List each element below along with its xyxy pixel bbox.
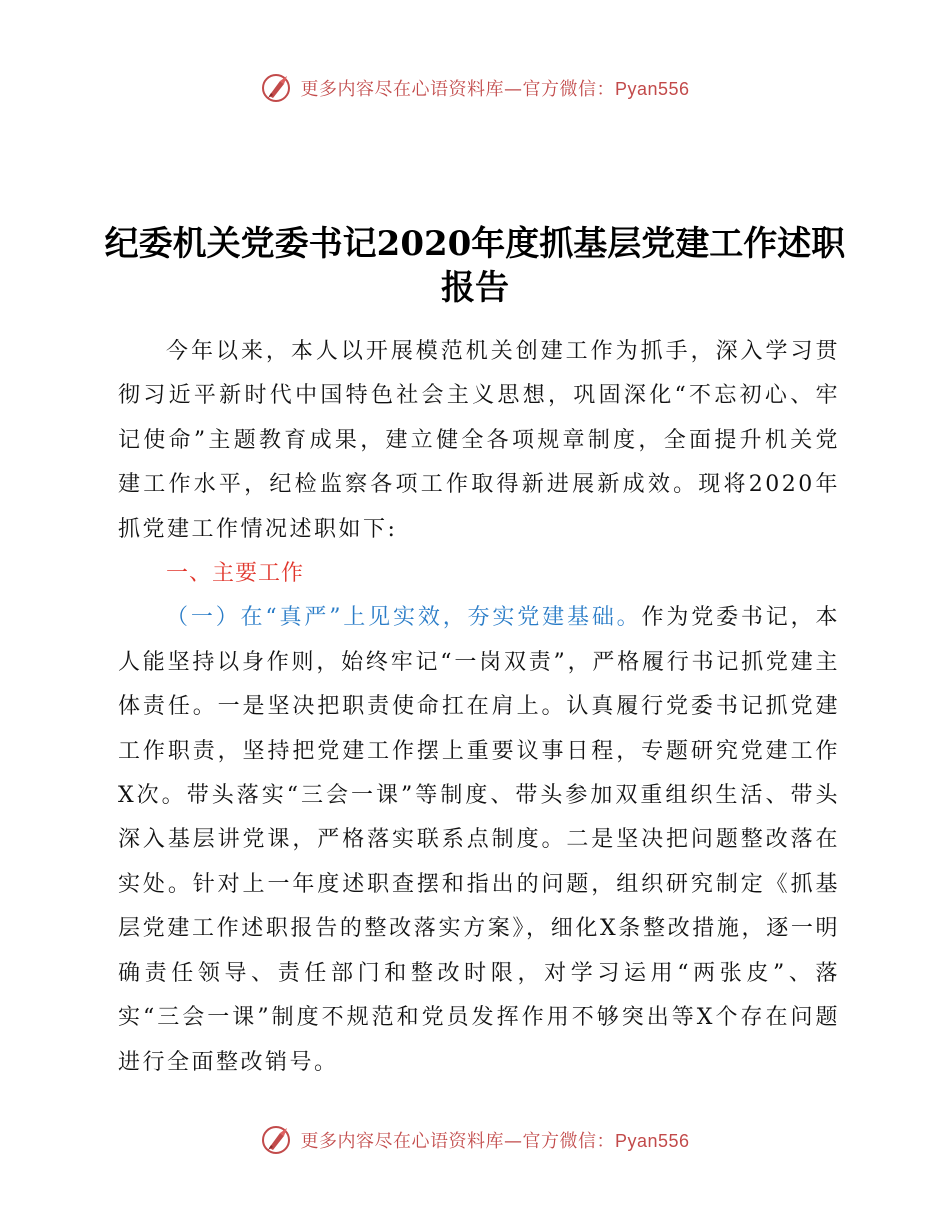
watermark-text-cn: 更多内容尽在心语资料库—官方微信： [300, 79, 615, 100]
document-body [118, 330, 840, 1085]
section-heading-main-work: 一、主要工作 [166, 561, 305, 587]
watermark-header [0, 68, 950, 108]
watermark-footer [0, 1120, 950, 1160]
intro-paragraph: 今年以来，本人以开展模范机关创建工作为抓手，深入学习贯彻习近平新时代中国特色社会主义思想，巩固深化“不忘初心、牢记使命”主题教育成果，建立健全各项规章制度，全面提升机关党建工作水平，纪检监察各项工作取得新进展新成效。现将2020年抓党建工作情况述职如下: [118, 339, 840, 542]
watermark-text-cn: 更多内容尽在心语资料库—官方微信： [300, 1131, 615, 1152]
watermark-text [300, 75, 689, 101]
subsection-body: 作为党委书记，本人能坚持以身作则，始终牢记“一岗双责”，严格履行书记抓党建主体责任。一是坚决把职责使命扛在肩上。认真履行党委书记抓党建工作职责，坚持把党建工作摆上重要议事日程，专题研究党建工作X次。带头落实“三会一课”等制度、带头参加双重组织生活、带头深入基层讲党课，严格落实联系点制度。二是坚决把问题整改落在实处。针对上一年度述职查摆和指出的问题，组织研究制定《抓基层党建工作述职报告的整改落实方案》，细化X条整改措施，逐一明确责任领导、责任部门和整改时限，对学习运用“两张皮”、落实“三会一课”制度不规范和党员发挥作用不够突出等X个存在问题进行全面整改销号。 [118, 605, 840, 1075]
quill-pen-logo-icon [260, 72, 292, 104]
document-title: 纪委机关党委书记2020年度抓基层党建工作述职报告 [104, 224, 846, 308]
subsection-paragraph [118, 596, 840, 1084]
subsection-heading: （一）在“真严”上见实效，夯实党建基础。 [166, 605, 642, 631]
watermark-text [300, 1127, 689, 1153]
watermark-wechat-id: Pyan556 [614, 79, 690, 99]
watermark-wechat-id: Pyan556 [614, 1131, 690, 1151]
quill-pen-logo-icon [260, 1124, 292, 1156]
